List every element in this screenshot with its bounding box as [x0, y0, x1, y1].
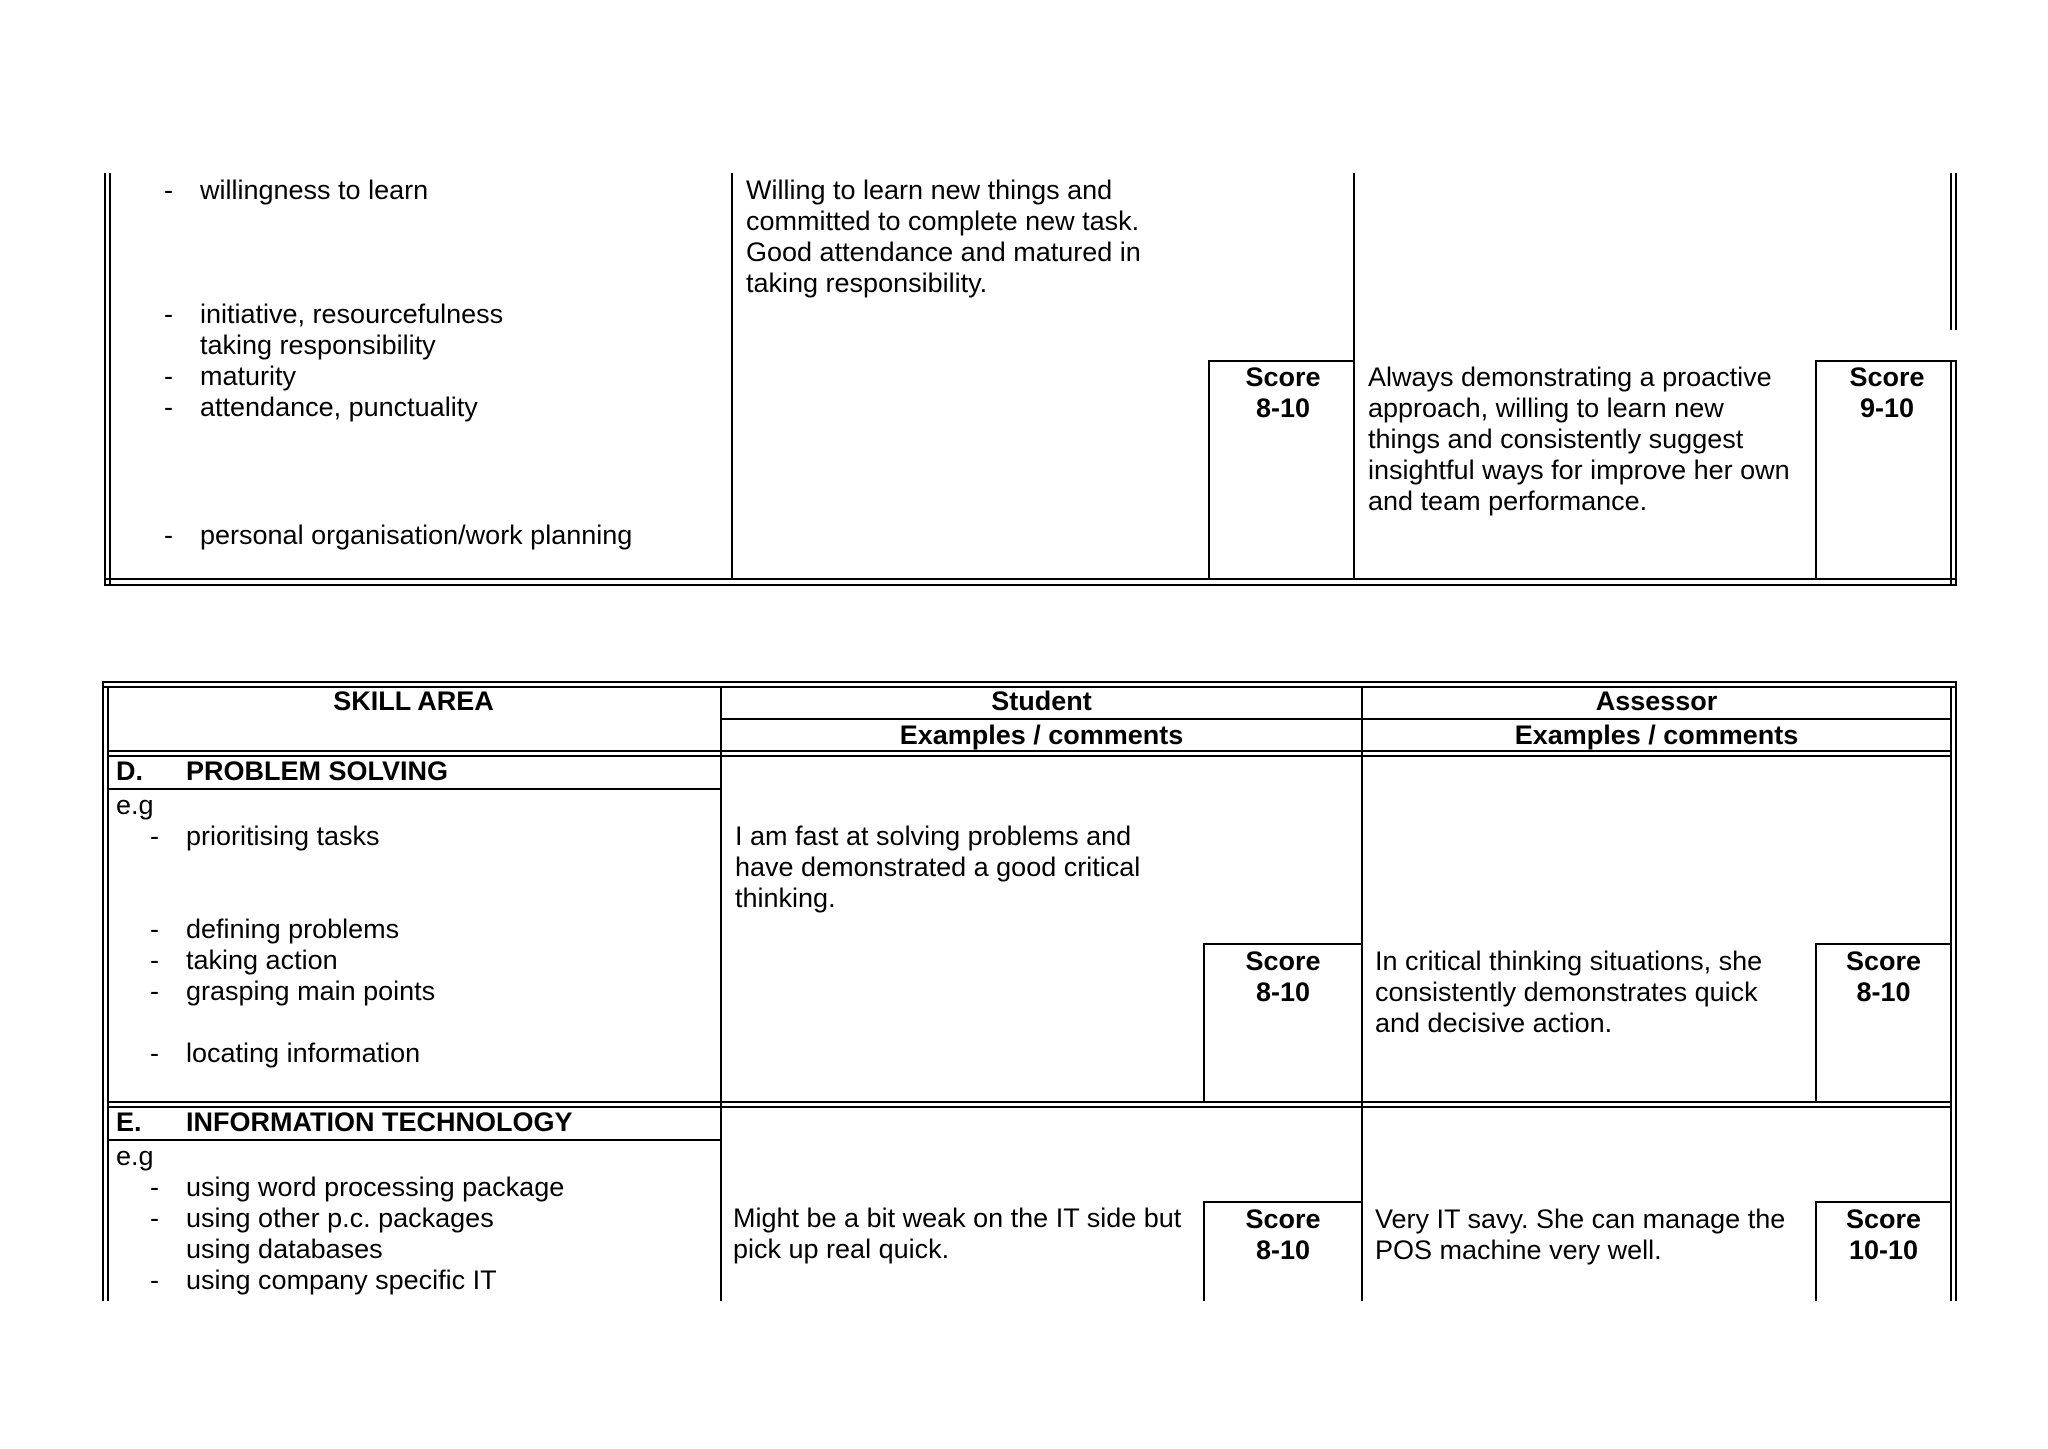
section-d-eg: e.g: [116, 790, 154, 820]
border-line: [104, 578, 1957, 580]
border-line: [104, 584, 1957, 586]
list-item: maturity: [200, 361, 297, 391]
section-e-eg: e.g: [116, 1141, 154, 1171]
student-header: Student: [991, 686, 1092, 716]
list-item: using other p.c. packages: [186, 1203, 494, 1233]
list-dash: -: [150, 1172, 159, 1202]
section-title-divider: [107, 1139, 720, 1141]
list-dash: -: [150, 1038, 159, 1068]
list-dash: -: [164, 520, 173, 550]
list-item: attendance, punctuality: [200, 392, 478, 422]
assessor-comment: Very IT savy. She can manage the: [1375, 1204, 1786, 1234]
list-dash: -: [150, 1265, 159, 1295]
score-value: 8-10: [1255, 393, 1311, 423]
assessor-subheader: Examples / comments: [1514, 720, 1799, 750]
list-item: locating information: [186, 1038, 421, 1068]
list-dash: -: [150, 821, 159, 851]
score-label: Score: [1245, 362, 1321, 392]
border-line: [1950, 173, 1952, 330]
list-dash: -: [150, 945, 159, 975]
assessor-comment: and team performance.: [1368, 486, 1648, 516]
border-line: [109, 173, 111, 586]
score-box-top: [1815, 1201, 1952, 1203]
score-value: 8-10: [1255, 977, 1311, 1007]
score-box-top: [1203, 943, 1363, 945]
border-line: [107, 686, 109, 1301]
assessor-header: Assessor: [1595, 686, 1718, 716]
list-item: using company specific IT: [186, 1265, 497, 1295]
student-comment: I am fast at solving problems and: [735, 821, 1132, 851]
student-comment: pick up real quick.: [733, 1234, 950, 1264]
list-item: grasping main points: [186, 976, 436, 1006]
student-comment: taking responsibility.: [746, 268, 988, 298]
student-subheader: Examples / comments: [899, 720, 1184, 750]
section-e-title: INFORMATION TECHNOLOGY: [186, 1107, 573, 1137]
assessor-comment: things and consistently suggest: [1368, 424, 1744, 454]
assessor-comment: consistently demonstrates quick: [1375, 977, 1758, 1007]
student-comment: have demonstrated a good critical: [735, 852, 1141, 882]
score-value: 9-10: [1859, 393, 1915, 423]
assessor-comment: and decisive action.: [1375, 1008, 1613, 1038]
section-e-letter: E.: [116, 1107, 142, 1137]
score-box-top: [1203, 1201, 1363, 1203]
student-comment: Willing to learn new things and: [746, 175, 1113, 205]
list-item: using word processing package: [186, 1172, 565, 1202]
list-item: willingness to learn: [200, 175, 429, 205]
score-box-top: [1815, 943, 1952, 945]
score-value: 8-10: [1856, 977, 1911, 1007]
score-label: Score: [1245, 1204, 1321, 1234]
assessor-comment: In critical thinking situations, she: [1375, 946, 1763, 976]
row-divider: [107, 1101, 1952, 1103]
list-dash: -: [164, 392, 173, 422]
list-dash: -: [150, 1203, 159, 1233]
column-line: [720, 686, 722, 1301]
border-line: [1955, 681, 1957, 1301]
list-item: initiative, resourcefulness: [200, 299, 504, 329]
border-line: [102, 681, 104, 1301]
section-d-title: PROBLEM SOLVING: [186, 756, 449, 786]
student-comment: Good attendance and matured in: [746, 237, 1141, 267]
assessor-comment: insightful ways for improve her own: [1368, 455, 1790, 485]
column-line: [1361, 686, 1363, 1301]
list-item: taking action: [186, 945, 338, 975]
list-item: taking responsibility: [200, 330, 436, 360]
list-dash: -: [164, 175, 173, 205]
border-line: [1955, 173, 1957, 330]
assessor-comment: approach, willing to learn new: [1368, 393, 1724, 423]
border-line: [1950, 686, 1952, 1301]
score-label: Score: [1845, 1204, 1922, 1234]
student-comment: committed to complete new task.: [746, 206, 1140, 236]
list-dash: -: [150, 914, 159, 944]
column-line: [731, 173, 733, 580]
score-label: Score: [1245, 946, 1321, 976]
student-comment: thinking.: [735, 883, 836, 913]
border-line: [104, 173, 106, 586]
list-dash: -: [150, 976, 159, 1006]
score-label: Score: [1849, 362, 1925, 392]
list-item: personal organisation/work planning: [200, 520, 633, 550]
score-label: Score: [1845, 946, 1922, 976]
list-item: defining problems: [186, 914, 400, 944]
list-item: using databases: [186, 1234, 383, 1264]
score-value: 10-10: [1848, 1235, 1919, 1265]
assessor-comment: POS machine very well.: [1375, 1235, 1662, 1265]
list-item: prioritising tasks: [186, 821, 380, 851]
score-value: 8-10: [1255, 1235, 1311, 1265]
border-line: [102, 681, 1957, 683]
student-comment: Might be a bit weak on the IT side but: [733, 1203, 1182, 1233]
skill-area-header: SKILL AREA: [333, 686, 494, 716]
assessor-comment: Always demonstrating a proactive: [1368, 362, 1772, 392]
section-title-divider: [107, 788, 720, 790]
list-dash: -: [164, 299, 173, 329]
list-dash: -: [164, 361, 173, 391]
section-d-letter: D.: [116, 756, 143, 786]
